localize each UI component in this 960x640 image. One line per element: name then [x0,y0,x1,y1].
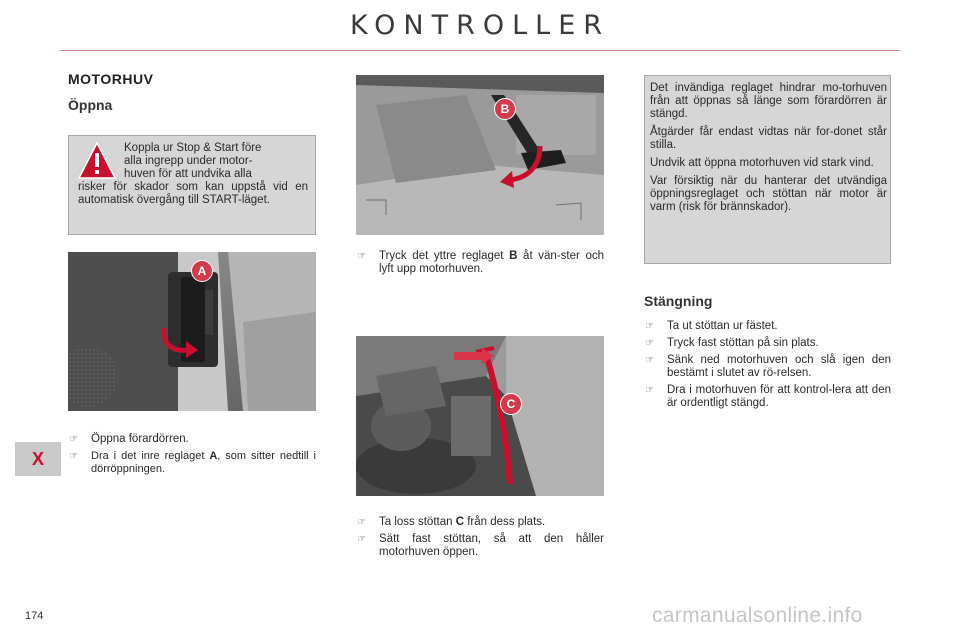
step-remove-stay-post: från dess plats. [464,516,546,528]
close-subtitle: Stängning [644,293,713,309]
warning-text [78,142,308,207]
list-item [644,384,891,410]
photo-outer-release-lever [356,75,604,235]
pointer-icon: ☞ [69,451,78,462]
step-pull-lever-a-letter: A [209,450,218,462]
list-item [356,516,604,529]
label-a-badge: A [191,260,213,282]
list-item [356,250,604,276]
watermark: carmanualsonline.info [652,604,863,627]
list-item [68,433,316,446]
step-pull-lever-a-post: , som sitter nedtill i dörröppningen. [91,450,316,475]
step-push-lever-b-letter: B [509,250,518,262]
list-item [644,337,891,350]
info-paragraph-4: Var försiktig när du hanterar det utvändiga öppningsreglaget och stöttan när motor är varm (risk för brännskador). [650,175,887,213]
step-open-door: Öppna förardörren. [91,433,189,445]
warning-line-1: Koppla ur Stop & Start före [124,142,262,154]
pointer-icon: ☞ [69,434,78,445]
list-item [644,320,891,333]
pull-arrow-icon [158,322,200,360]
pointer-icon: ☞ [645,338,654,349]
info-paragraph-2: Åtgärder får endast vidtas när for-donet står stilla. [650,126,887,151]
label-c-badge: C [500,393,522,415]
close-step-3: Sänk ned motorhuven och slå igen den bestämt i slutet av rö-relsen. [667,354,891,379]
step-remove-stay-pre: Ta loss stöttan [379,516,456,528]
list-item [356,533,604,559]
pointer-icon: ☞ [645,355,654,366]
info-paragraph-1: Det invändiga reglaget hindrar mo-torhuven från att öppnas så länge som förardörren är stängd. [650,82,887,120]
warning-line-3: huven för att undvika alla [124,168,252,180]
list-item [644,354,891,380]
pointer-icon: ☞ [357,534,366,545]
info-text [650,82,887,219]
step-push-lever-b-pre: Tryck det yttre reglaget [379,250,510,262]
step-push-lever-b-post: åt vän-ster och lyft upp motorhuven. [379,250,604,275]
open-steps-middle [356,250,604,280]
page-title: KONTROLLER [349,10,611,41]
stay-rod-diagram [446,344,536,494]
info-paragraph-3: Undvik att öppna motorhuven vid stark vind. [650,157,874,169]
list-item [68,450,316,476]
pointer-icon: ☞ [645,321,654,332]
open-steps-left [68,433,316,480]
close-steps [644,320,891,414]
section-title: MOTORHUV [68,71,154,87]
close-step-1: Ta ut stöttan ur fästet. [667,320,778,332]
warning-rest: risker för skador som kan uppstå vid en automatisk övergång till START-läget. [78,181,308,206]
warning-line-2: alla ingrepp under motor- [124,155,253,167]
open-steps-middle-2 [356,516,604,563]
close-step-4: Dra i motorhuven för att kontrol-lera att den är ordentligt stängd. [667,384,891,409]
step-remove-stay-letter: C [455,516,465,528]
pointer-icon: ☞ [645,385,654,396]
open-subtitle: Öppna [68,97,113,113]
step-fix-stay: Sätt fast stöttan, så att den håller motorhuven öppen. [379,533,604,558]
page-number: 174 [25,610,44,622]
title-divider [60,50,900,51]
step-pull-lever-a-pre: Dra i det inre reglaget [91,450,210,462]
label-b-badge: B [494,98,516,120]
slide-left-arrow-icon [496,140,546,190]
pointer-icon: ☞ [357,517,366,528]
chapter-tab-letter: X [31,449,44,469]
pointer-icon: ☞ [357,251,366,262]
close-step-2: Tryck fast stöttan på sin plats. [667,337,819,349]
